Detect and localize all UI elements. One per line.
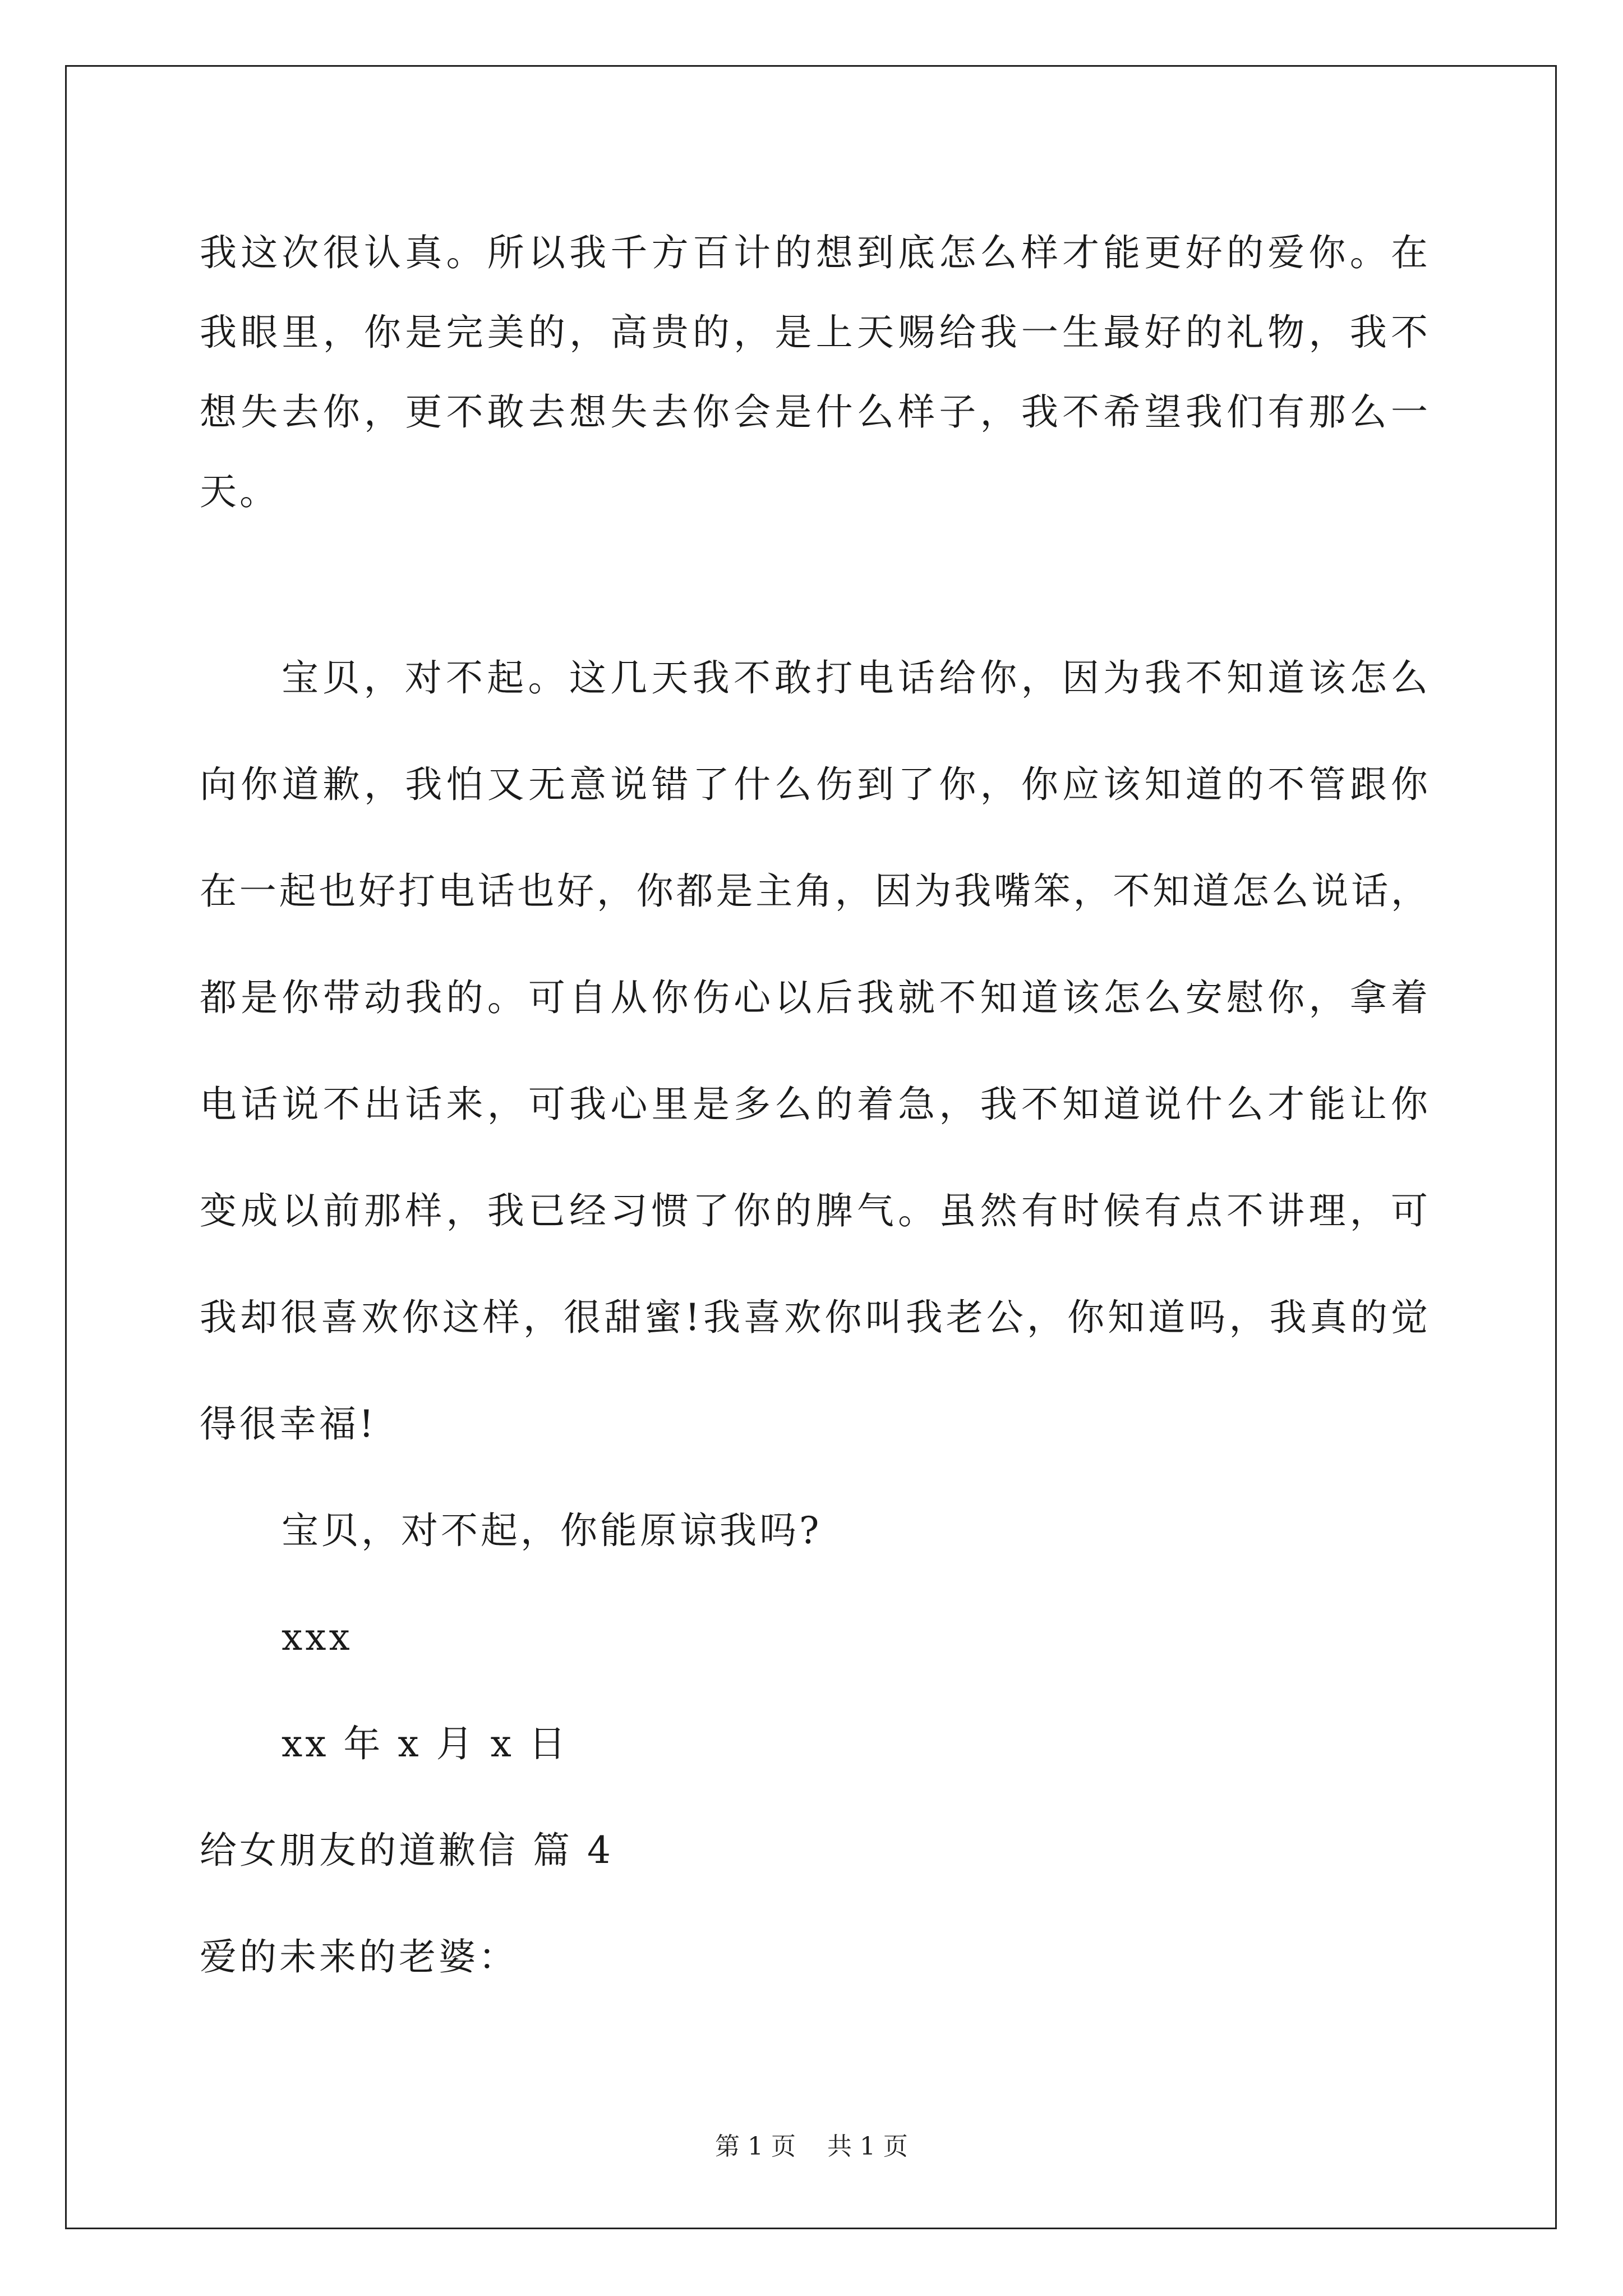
paragraph-line: 宝贝，对不起。这几天我不敢打电话给你，因为我不知道该怎么: [282, 656, 1428, 700]
page-border: [65, 65, 1557, 2229]
closing-question: 宝贝，对不起，你能原谅我吗?: [282, 1509, 822, 1552]
paragraph-line: 在一起也好打电话也好，你都是主角，因为我嘴笨，不知道怎么说话，: [200, 869, 1428, 913]
paragraph-line: 变成以前那样，我已经习惯了你的脾气。虽然有时候有点不讲理，可: [200, 1189, 1428, 1232]
signature-name: xxx: [282, 1616, 353, 1659]
salutation: 爱的未来的老婆：: [200, 1935, 518, 1978]
page-footer: 第 1 页 共 1 页: [715, 2132, 908, 2161]
section-heading: 给女朋友的道歉信 篇 4: [200, 1829, 614, 1872]
paragraph-line: 天。: [200, 470, 279, 513]
paragraph-line: 都是你带动我的。可自从你伤心以后我就不知道该怎么安慰你，拿着: [200, 976, 1428, 1019]
signature-date: xx 年 x 月 x 日: [282, 1722, 569, 1765]
paragraph-line: 得很幸福!: [200, 1402, 377, 1446]
paragraph-line: 想失去你，更不敢去想失去你会是什么样子，我不希望我们有那么一: [200, 390, 1428, 434]
paragraph-line: 向你道歉，我怕又无意说错了什么伤到了你，你应该知道的不管跟你: [200, 763, 1428, 806]
paragraph-line: 电话说不出话来，可我心里是多么的着急，我不知道说什么才能让你: [200, 1083, 1428, 1126]
paragraph-line: 我却很喜欢你这样，很甜蜜!我喜欢你叫我老公，你知道吗，我真的觉: [200, 1296, 1428, 1339]
paragraph-line: 我眼里，你是完美的，高贵的，是上天赐给我一生最好的礼物，我不: [200, 311, 1428, 354]
paragraph-line: 我这次很认真。所以我千方百计的想到底怎么样才能更好的爱你。在: [200, 231, 1428, 274]
